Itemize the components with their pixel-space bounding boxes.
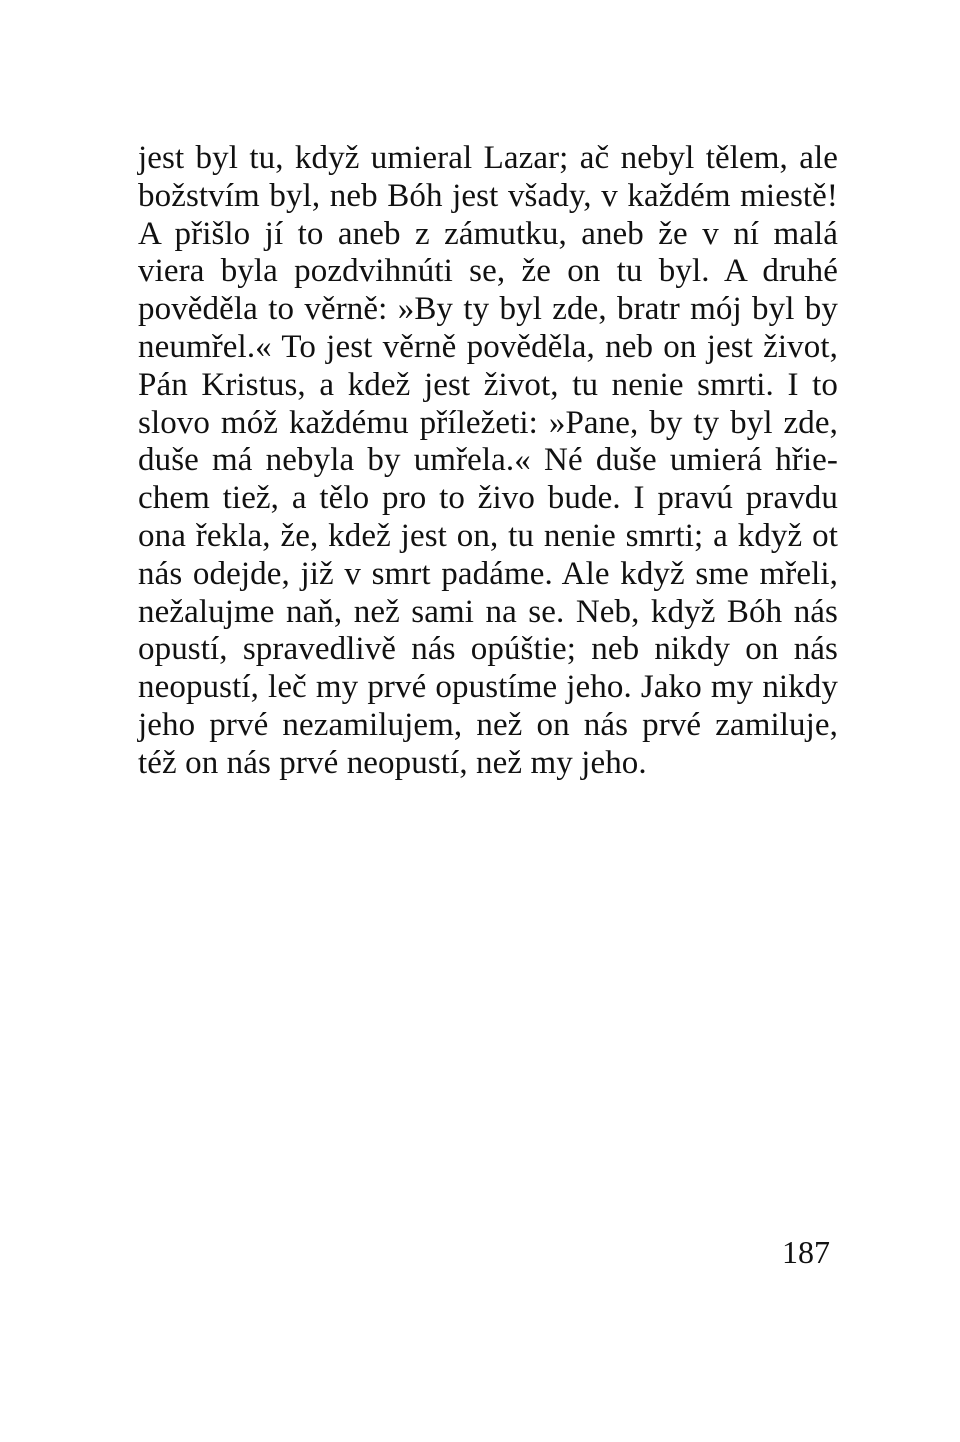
text-line: Pán Kristus, a kdež jest život, tu nenie smrti. I to	[138, 366, 838, 403]
text-line: viera byla pozdvihnúti se, že on tu byl. A druhé	[138, 253, 838, 290]
text-line: též on nás prvé neopustí, než my jeho.	[138, 744, 647, 781]
text-line: pověděla to věrně: »By ty byl zde, bratr mój byl by	[138, 291, 838, 328]
text-line: jeho prvé nezamilujem, než on nás prvé zamiluje,	[138, 706, 838, 743]
body-text	[138, 140, 838, 783]
text-line: slovo móž každému příležeti: »Pane, by ty byl zde,	[138, 404, 838, 441]
text-line: duše má nebyla by umřela.« Né duše umierá hřie-	[138, 442, 838, 479]
text-line: božstvím byl, neb Bóh jest všady, v každém miestě!	[138, 177, 838, 214]
text-line: ona řekla, že, kdež jest on, tu nenie smrti; a když ot	[138, 517, 838, 554]
text-line: neopustí, leč my prvé opustíme jeho. Jako my nikdy	[138, 669, 838, 706]
text-line: opustí, spravedlivě nás opúštie; neb nikdy on nás	[138, 631, 838, 668]
text-line: A přišlo jí to aneb z zámutku, aneb že v ní malá	[138, 215, 838, 252]
text-line: neumřel.« To jest věrně pověděla, neb on jest život,	[138, 328, 838, 365]
page-number: 187	[782, 1234, 830, 1270]
text-line: nás odejde, již v smrt padáme. Ale když sme mřeli,	[138, 555, 838, 592]
text-line: chem tiež, a tělo pro to živo bude. I pravú pravdu	[138, 480, 838, 517]
text-line: jest byl tu, když umieral Lazar; ač nebyl tělem, ale	[138, 140, 838, 176]
text-line: nežalujme naň, než sami na se. Neb, když Bóh nás	[138, 593, 838, 630]
